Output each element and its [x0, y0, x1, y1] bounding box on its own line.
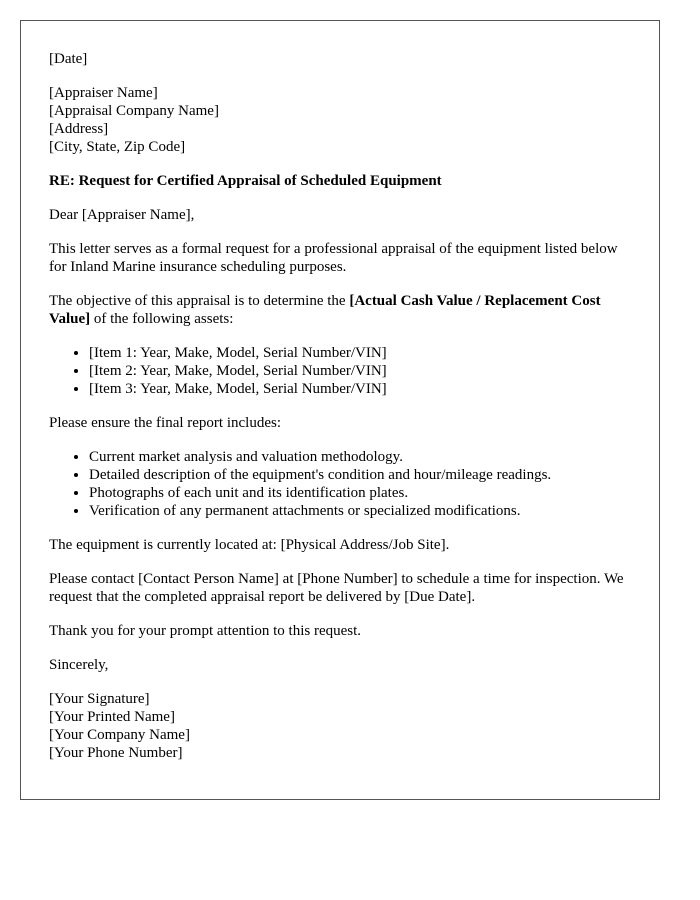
letter-date: [Date]: [49, 51, 88, 67]
asset-list: [49, 344, 631, 398]
phone-number: [Your Phone Number]: [49, 745, 183, 761]
salutation: Dear [Appraiser Name],: [49, 207, 195, 223]
recipient-company: [Appraisal Company Name]: [49, 103, 219, 119]
objective-text-before: The objective of this appraisal is to determine the: [49, 293, 350, 309]
thanks-paragraph: Thank you for your prompt attention to this request.: [49, 623, 362, 639]
list-item: • Detailed description of the equipment's condition and hour/mileage readings.: [89, 466, 631, 484]
contact-paragraph: Please contact [Contact Person Name] at [Phone Number] to schedule a time for inspection. We request that the completed appraisal report be delivered by [Due Date].: [49, 571, 624, 605]
objective-paragraph: [49, 292, 631, 328]
signature-line: [Your Signature]: [49, 691, 150, 707]
letter-page: [20, 20, 660, 800]
list-item: • [Item 2: Year, Make, Model, Serial Number/VIN]: [89, 362, 631, 380]
intro-paragraph: This letter serves as a formal request for a professional appraisal of the equipment listed below for Inland Marine insurance scheduling purposes.: [49, 241, 618, 275]
objective-text-after: of the following assets:: [90, 311, 234, 327]
location-paragraph: The equipment is currently located at: [Physical Address/Job Site].: [49, 537, 450, 553]
date-line: [49, 50, 631, 68]
recipient-street: [Address]: [49, 121, 109, 137]
closing: Sincerely,: [49, 657, 109, 673]
subject-line: RE: Request for Certified Appraisal of Scheduled Equipment: [49, 173, 442, 189]
list-item: • [Item 1: Year, Make, Model, Serial Number/VIN]: [89, 344, 631, 362]
list-item: • Verification of any permanent attachments or specialized modifications.: [89, 502, 631, 520]
report-requirements-list: [49, 448, 631, 520]
signature-block: [49, 690, 631, 762]
report-intro: Please ensure the final report includes:: [49, 415, 282, 431]
printed-name: [Your Printed Name]: [49, 709, 175, 725]
list-item: • Photographs of each unit and its identification plates.: [89, 484, 631, 502]
recipient-city-state-zip: [City, State, Zip Code]: [49, 139, 186, 155]
list-item: • [Item 3: Year, Make, Model, Serial Number/VIN]: [89, 380, 631, 398]
recipient-address: [49, 84, 631, 156]
company-name: [Your Company Name]: [49, 727, 190, 743]
recipient-name: [Appraiser Name]: [49, 85, 158, 101]
objective-value-type: [Actual Cash Value / Replacement Cost Value]: [49, 293, 601, 327]
list-item: • Current market analysis and valuation methodology.: [89, 448, 631, 466]
